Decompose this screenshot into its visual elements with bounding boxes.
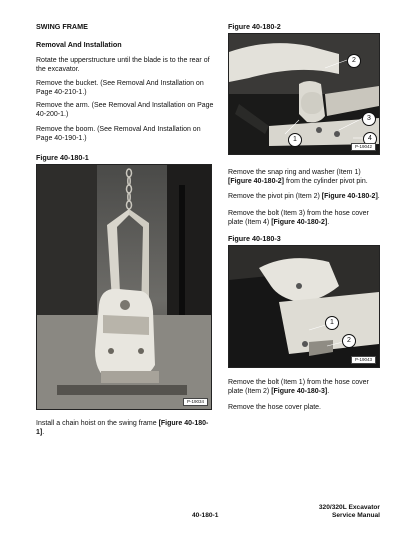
- page-number: 40-180-1: [192, 512, 219, 519]
- step-rotate: Rotate the upperstructure until the blade is to the rear of the excavator.: [36, 57, 210, 73]
- step-remove-pivot-pin: Remove the pivot pin (Item 2) [Figure 40-180-2].: [228, 193, 380, 200]
- figure-1-photo: [36, 164, 212, 410]
- callout-2: 2: [347, 54, 361, 68]
- footer-title: [319, 504, 380, 520]
- figure-reference: [Figure 40-180-1]: [36, 420, 209, 436]
- figure-reference: [Figure 40-180-3]: [271, 388, 328, 395]
- callout-3: 3: [362, 112, 376, 126]
- step-remove-arm: Remove the arm. (See Removal And Installation on Page 40-200-1.): [36, 102, 214, 118]
- section-title: SWING FRAME: [36, 22, 88, 31]
- figure-1-label: Figure 40-180-1: [36, 153, 89, 162]
- callout-4: 4: [363, 132, 377, 146]
- figure-2-code: P-19042: [351, 143, 376, 151]
- step-remove-boom: Remove the boom. (See Removal And Installation on Page 40-190-1.): [36, 126, 201, 142]
- figure-3-photo: [228, 245, 380, 368]
- callout-1: 1: [325, 316, 339, 330]
- step-remove-snap-ring: Remove the snap ring and washer (Item 1) [Figure 40-180-2] from the cylinder pivot pin.: [228, 169, 368, 185]
- step-remove-bucket: Remove the bucket. (See Removal And Installation on Page 40-210-1.): [36, 80, 204, 96]
- step-remove-bolt-hose-plate: Remove the bolt (Item 3) from the hose cover plate (Item 4) [Figure 40-180-2].: [228, 210, 369, 226]
- callout-2: 2: [342, 334, 356, 348]
- subsection-title: Removal And Installation: [36, 40, 122, 49]
- figure-3-label: Figure 40-180-3: [228, 234, 281, 243]
- callout-1: 1: [288, 133, 302, 147]
- figure-reference: [Figure 40-180-2]: [321, 193, 378, 200]
- step-remove-hose-cover: Remove the hose cover plate.: [228, 404, 321, 411]
- footer-model: 320/320L Excavator: [318, 504, 380, 511]
- step-remove-bolt-item-1: Remove the bolt (Item 1) from the hose cover plate (Item 2) [Figure 40-180-3].: [228, 379, 369, 395]
- figure-reference: [Figure 40-180-2]: [228, 178, 285, 185]
- figure-1-code: P-19034: [183, 398, 208, 406]
- step-install-hoist: Install a chain hoist on the swing frame [Figure 40-180-1].: [36, 420, 209, 436]
- figure-3-code: P-19043: [351, 356, 376, 364]
- footer-manual: Service Manual: [331, 512, 380, 519]
- figure-2-photo: [228, 33, 380, 155]
- figure-reference: [Figure 40-180-2]: [271, 219, 328, 226]
- figure-2-label: Figure 40-180-2: [228, 22, 281, 31]
